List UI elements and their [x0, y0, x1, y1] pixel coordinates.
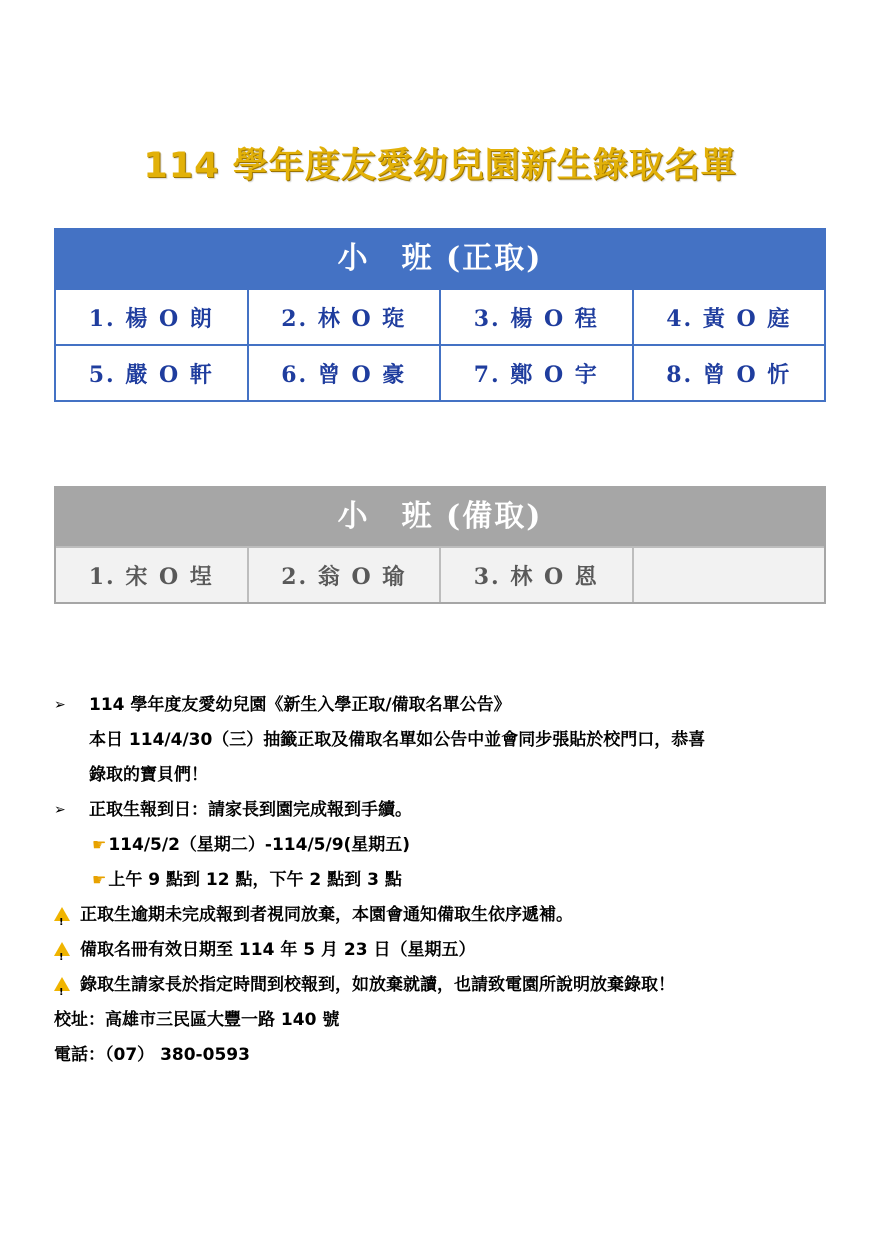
arrowhead-icon: ➢	[54, 697, 66, 713]
announcement-notes	[54, 690, 844, 1075]
pointing-hand-icon: ☛	[92, 870, 107, 889]
table-row	[56, 546, 824, 602]
warning-icon	[54, 907, 70, 921]
table-cell: 7. 鄭 O 宇	[441, 344, 634, 400]
date-range: 114/5/2（星期二）-114/5/9(星期五)	[108, 835, 411, 855]
page-title: 114 學年度友愛幼兒園新生錄取名單	[143, 146, 737, 186]
table-row	[56, 288, 824, 344]
warning-text: 正取生逾期未完成報到者視同放棄，本園會通知備取生依序遞補。	[80, 905, 573, 925]
table-cell: 4. 黃 O 庭	[634, 288, 825, 344]
table-cell: 8. 曾 O 忻	[634, 344, 825, 400]
table-cell: 2. 林 O 琁	[249, 288, 442, 344]
warning-icon	[54, 977, 70, 991]
table-row	[56, 344, 824, 400]
warning-icon	[54, 942, 70, 956]
warning-item	[54, 935, 844, 970]
table-cell: 2. 翁 O 瑜	[249, 546, 442, 602]
time-range: 上午 9 點到 12 點，下午 2 點到 3 點	[108, 870, 402, 890]
note-line: 錄取的寶貝們！	[89, 765, 208, 785]
table-cell: 3. 林 O 恩	[441, 546, 634, 602]
pointing-hand-icon: ☛	[92, 835, 107, 854]
warning-text: 備取名冊有效日期至 114 年 5 月 23 日（星期五）	[80, 940, 476, 960]
table-cell: 3. 楊 O 程	[441, 288, 634, 344]
admitted-table	[54, 228, 826, 402]
bullet-item	[54, 795, 844, 830]
warning-text: 錄取生請家長於指定時間到校報到，如放棄就讀，也請致電園所說明放棄錄取！	[80, 975, 675, 995]
table-cell: 6. 曾 O 豪	[249, 344, 442, 400]
table-cell: 1. 宋 O 埕	[56, 546, 249, 602]
phone: 電話：（07） 380-0593	[54, 1045, 250, 1065]
bullet-item	[54, 690, 844, 725]
note-line: 本日 114/4/30（三）抽籤正取及備取名單如公告中並會同步張貼於校門口，恭喜	[89, 730, 706, 750]
bullet-text: 114 學年度友愛幼兒園《新生入學正取/備取名單公告》	[89, 695, 511, 715]
arrowhead-icon: ➢	[54, 802, 66, 818]
bullet-text: 正取生報到日：請家長到園完成報到手續。	[89, 800, 412, 820]
warning-item	[54, 900, 844, 935]
waitlist-table-header: 小 班 (備取)	[56, 488, 824, 546]
admitted-table-header: 小 班 (正取)	[56, 230, 824, 288]
warning-item	[54, 970, 844, 1005]
table-cell: 1. 楊 O 朗	[56, 288, 249, 344]
note-line	[54, 865, 844, 900]
waitlist-table	[54, 486, 826, 604]
table-cell: 5. 嚴 O 軒	[56, 344, 249, 400]
note-line	[54, 830, 844, 865]
address: 校址：高雄市三民區大豐一路 140 號	[54, 1010, 340, 1030]
table-cell	[634, 546, 825, 602]
